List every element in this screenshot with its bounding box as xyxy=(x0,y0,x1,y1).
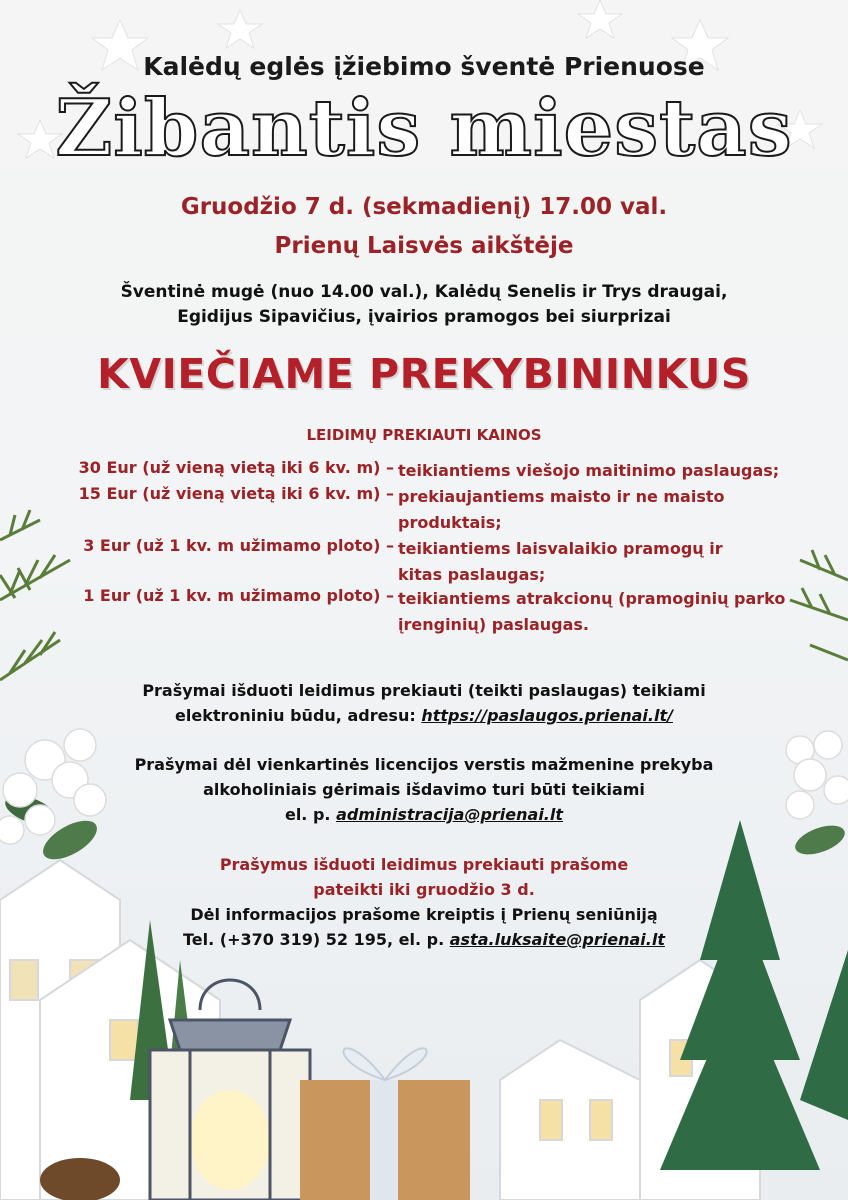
paslaugos-link[interactable]: https://paslaugos.prienai.lt/ xyxy=(421,706,673,725)
price-description: teikiantiems laisvalaikio pramogų ir kitas paslaugas; xyxy=(398,539,723,584)
gift-box-icon xyxy=(300,1048,470,1200)
page-title: Žibantis miestas xyxy=(55,83,793,174)
contact-line1: Dėl informacijos prašome kreiptis į Prienų seniūniją xyxy=(190,905,658,924)
applications-line2 xyxy=(0,703,848,728)
price-amount: 3 Eur (už 1 kv. m užimamo ploto) – xyxy=(83,536,394,555)
administracija-email-link[interactable]: administracija@prienai.lt xyxy=(336,805,564,824)
alcohol-line1: Prašymai dėl vienkartinės licencijos verstis mažmenine prekyba xyxy=(134,755,714,774)
price-amount: 30 Eur (už vieną vietą iki 6 kv. m) – xyxy=(78,458,394,477)
applications-info xyxy=(0,678,848,728)
contact-line2 xyxy=(0,927,848,952)
alcohol-line2: alkoholiniais gėrimais išdavimo turi būti teikiami xyxy=(203,780,645,799)
event-place: Prienų Laisvės aikštėje xyxy=(274,233,574,259)
contact-prefix: Tel. (+370 319) 52 195, el. p. xyxy=(183,930,450,949)
price-description: teikiantiems atrakcionų (pramoginių parko įrenginių) paslaugas. xyxy=(398,589,786,634)
pine-cone-icon xyxy=(40,1158,120,1200)
price-description: prekiaujantiems maisto ir ne maisto produktais; xyxy=(398,487,725,532)
price-description: teikiantiems viešojo maitinimo paslaugas; xyxy=(398,461,780,480)
event-description-line2: Egidijus Sipavičius, įvairios pramogos bei siurprizai xyxy=(177,307,671,327)
deadline-info xyxy=(0,852,848,902)
pine-branch-right-icon xyxy=(790,550,848,660)
event-description-line1: Šventinė mugė (nuo 14.00 val.), Kalėdų Senelis ir Trys draugai, xyxy=(120,282,728,302)
alcohol-prefix: el. p. xyxy=(284,805,337,824)
deadline-line1: Prašymus išduoti leidimus prekiauti prašome xyxy=(219,855,629,874)
event-date: Gruodžio 7 d. (sekmadienį) 17.00 val. xyxy=(180,194,668,220)
alcohol-info xyxy=(0,752,848,827)
invite-heading: KVIEČIAME PREKYBININKUS xyxy=(97,350,751,398)
price-amount: 1 Eur (už 1 kv. m užimamo ploto) – xyxy=(83,586,394,605)
contact-email-link[interactable]: asta.luksaite@prienai.lt xyxy=(449,930,665,949)
deadline-line2: pateikti iki gruodžio 3 d. xyxy=(313,880,535,899)
alcohol-line3 xyxy=(0,802,848,827)
contact-info xyxy=(0,902,848,952)
applications-prefix: elektroniniu būdu, adresu: xyxy=(175,706,422,725)
applications-line1: Prašymai išduoti leidimus prekiauti (teikti paslaugas) teikiami xyxy=(142,681,706,700)
prices-heading: LEIDIMŲ PREKIAUTI KAINOS xyxy=(306,426,542,444)
pine-branch-left-icon xyxy=(0,510,70,680)
price-amount: 15 Eur (už vieną vietą iki 6 kv. m) – xyxy=(78,484,394,503)
event-subtitle: Kalėdų eglės įžiebimo šventė Prienuose xyxy=(143,52,705,81)
